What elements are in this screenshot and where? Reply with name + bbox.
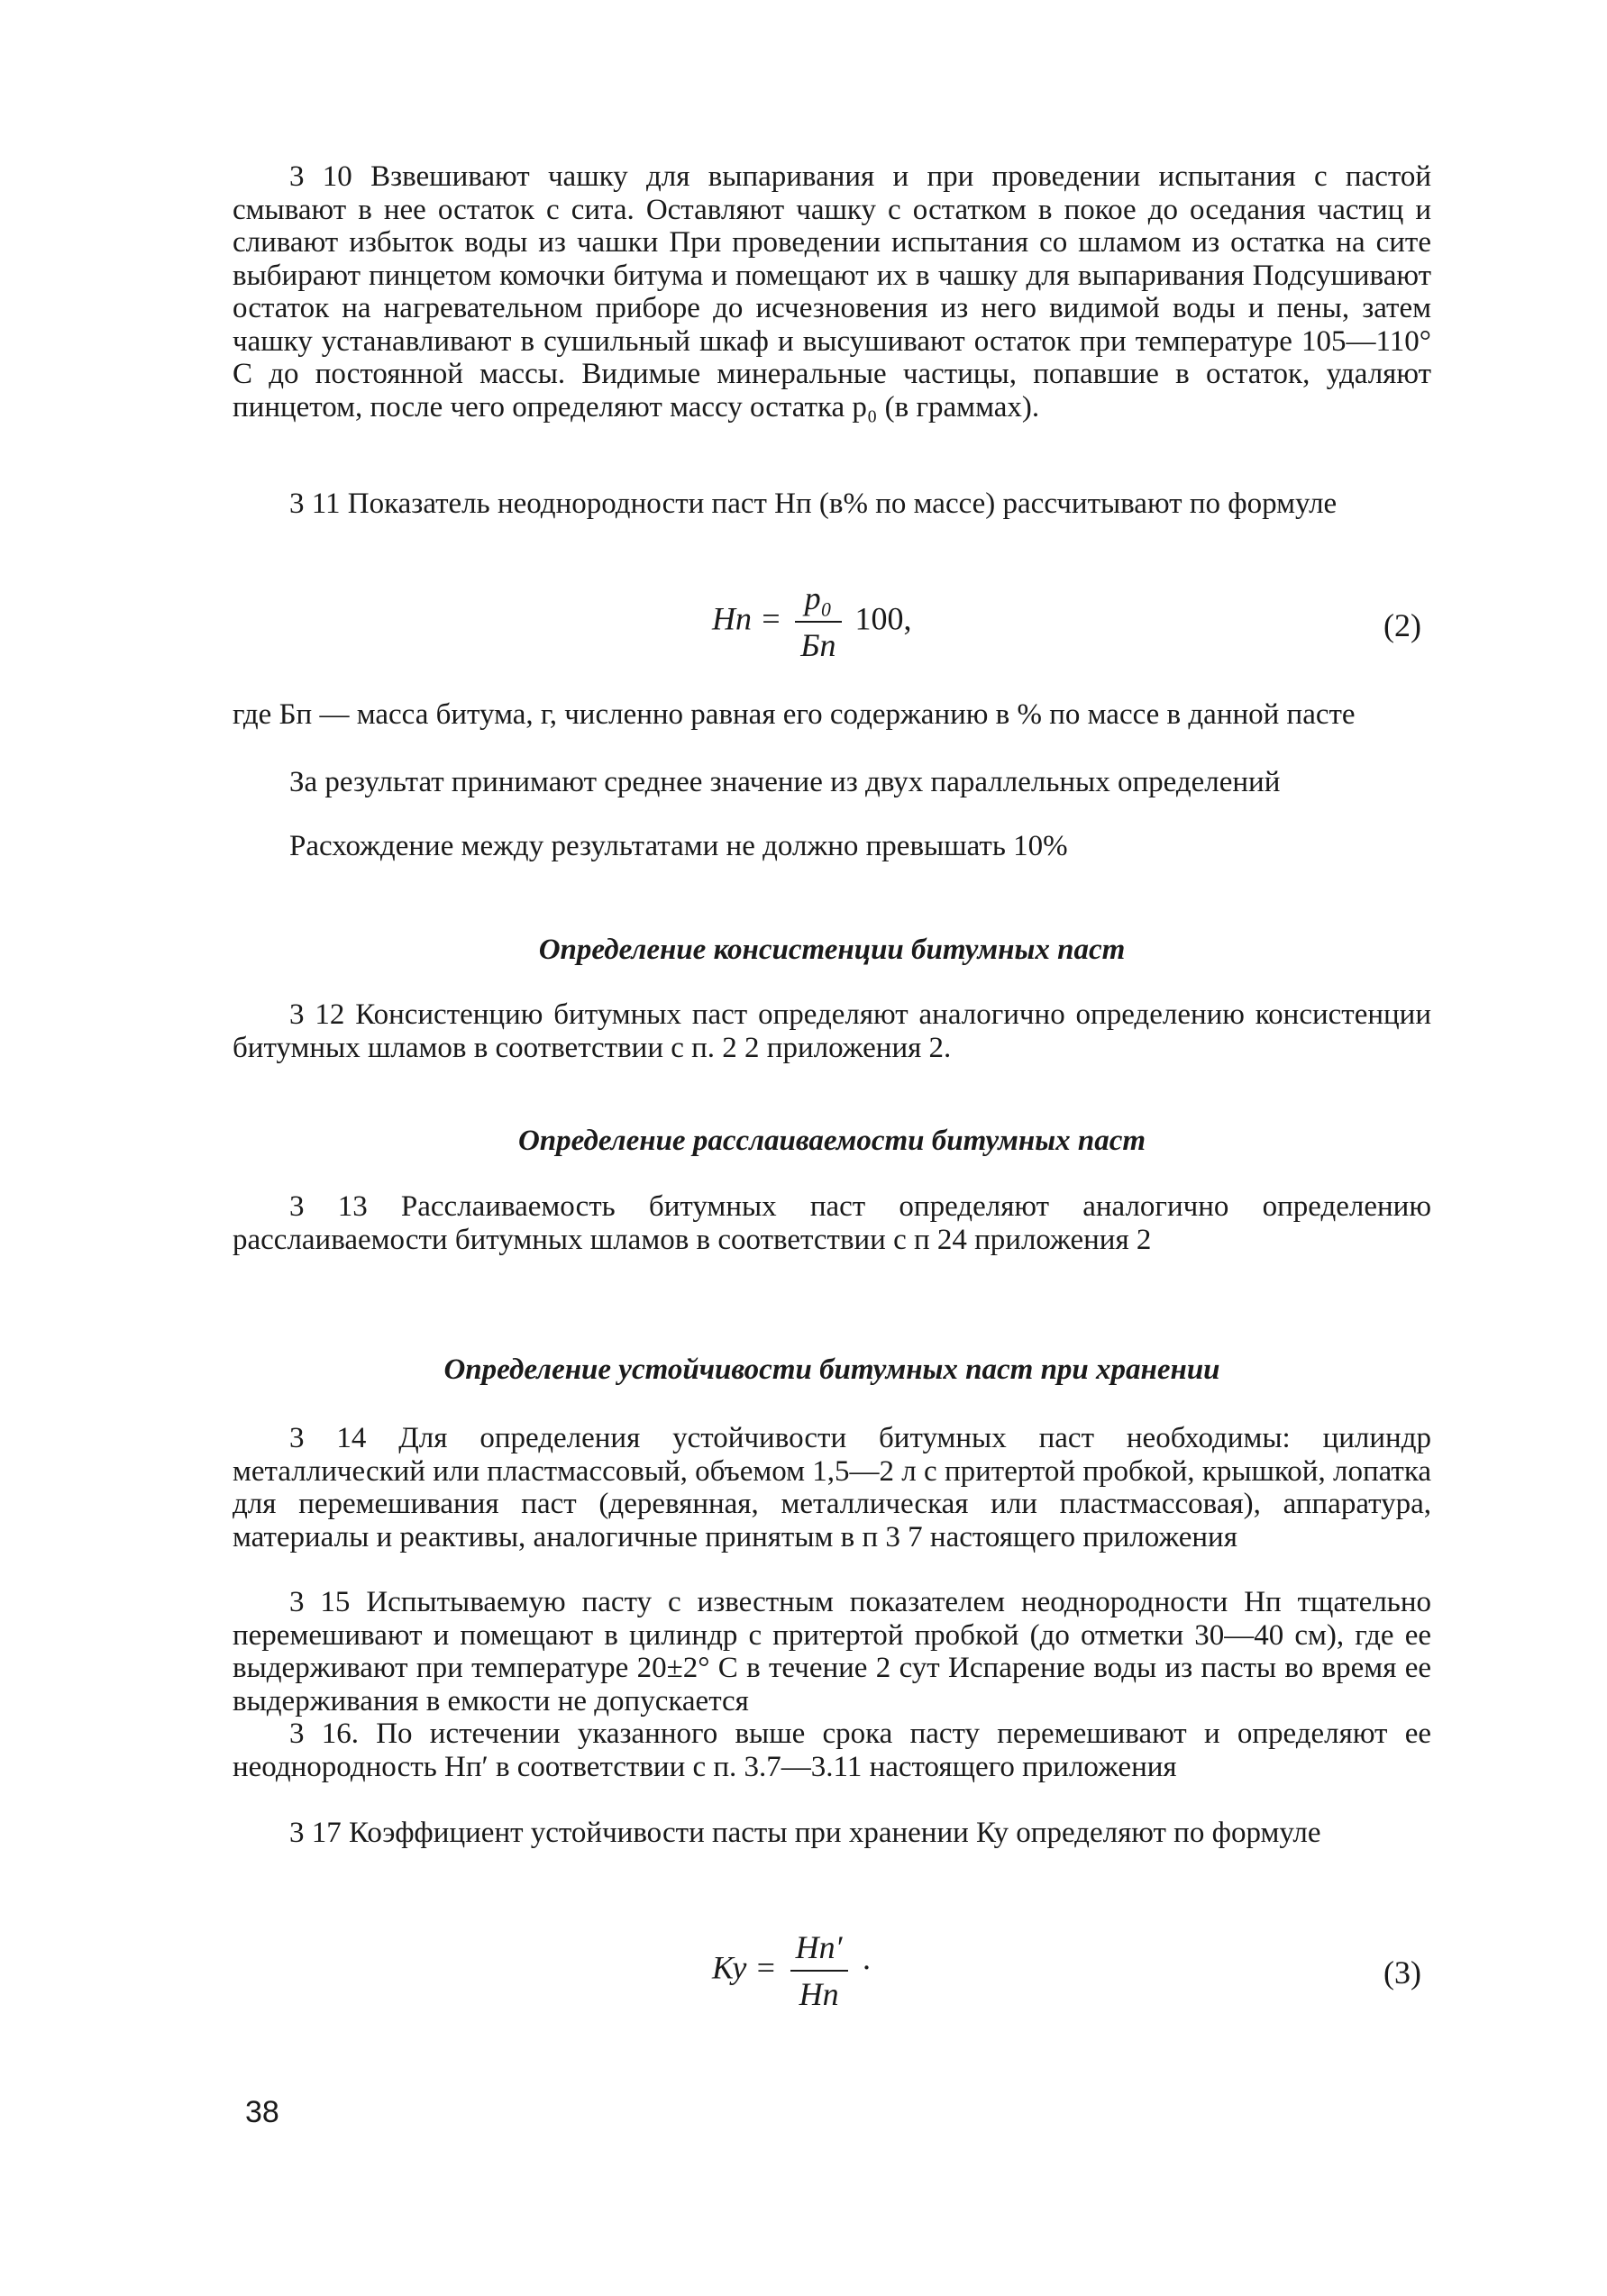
formula-3 (712, 1928, 872, 2013)
paragraph-result: За результат принимают среднее значение из двух параллельных определений (289, 766, 1281, 798)
formula-2-numerator: p₀ (795, 579, 841, 623)
formula-3-denominator: Нп (799, 1976, 839, 2012)
formula-3-fraction (790, 1928, 848, 2013)
formula-3-numerator: Нп′ (790, 1928, 848, 1972)
paragraph-3-10: 3 10 Взвешивают чашку для выпаривания и при проведении испытания с пастой смывают в нее остаток с сита. Оставляют чашку с остатком в покое до оседания частиц и сливают избыток воды из чашки При проведении испытания со шламом из остатка на сите выбирают пинцетом комочки битума и помещают их в чашку для выпаривания Подсушивают остаток на нагревательном приборе до исчезновения из него видимой воды и пены, затем чашку устанавливают в сушильный шкаф и высушивают остаток при температуре 105—110° С до постоянной массы. Видимые минеральные частицы, попавшие в остаток, удаляют пинцетом, после чего определяют массу остатка p₀ (в граммах). (233, 160, 1431, 424)
heading-stratification: Определение расслаиваемости битумных паст (517, 1125, 1146, 1157)
paragraph-where-bp: где Бп — масса битума, г, численно равная его содержанию в % по массе в данной пасте (233, 698, 1356, 731)
formula-3-lhs: Ку = (712, 1949, 777, 1986)
paragraph-3-16: 3 16. По истечении указанного выше срока пасту перемешивают и определяют ее неоднородность Нп′ в соответствии с п. 3.7—3.11 настоящего приложения (233, 1717, 1431, 1783)
formula-2-tail: 100, (854, 600, 912, 637)
paragraph-3-17: 3 17 Коэффициент устойчивости пасты при хранении Ку определяют по формуле (289, 1817, 1321, 1849)
formula-2-fraction (795, 579, 841, 664)
paragraph-3-14: 3 14 Для определения устойчивости битумных паст необходимы: цилиндр металлический или пластмассовый, объемом 1,5—2 л с притертой пробкой, крышкой, лопатка для перемешивания паст (деревянная, металлическая или пластмассовая), аппаратура, материалы и реактивы, аналогичные принятым в п 3 7 настоящего приложения (233, 1422, 1431, 1553)
paragraph-3-12: 3 12 Консистенцию битумных паст определяют аналогично определению консистенции битумных шламов в соответствии с п. 2 2 приложения 2. (233, 998, 1431, 1064)
formula-3-tail: · (861, 1949, 872, 1986)
formula-2-lhs: Нп = (712, 600, 782, 637)
page-number: 38 (245, 2095, 279, 2129)
formula-2 (712, 579, 912, 664)
paragraph-3-11: 3 11 Показатель неоднородности паст Нп (в% по массе) рассчитывают по формуле (289, 487, 1338, 520)
paragraph-discrepancy: Расхождение между результатами не должно превышать 10% (289, 830, 1068, 862)
heading-consistency: Определение консистенции битумных паст (538, 934, 1126, 966)
paragraph-3-15: 3 15 Испытываемую пасту с известным показателем неоднородности Нп тщательно перемешивают и помещают в цилиндр с притертой пробкой (до отметки 30—40 см), где ее выдерживают при температуре 20±2° С в течение 2 сут Испарение воды из пасты во время ее выдерживания в емкости не допускается (233, 1586, 1431, 1717)
equation-number-3: (3) (1383, 1954, 1421, 1991)
heading-stability: Определение устойчивости битумных паст при хранении (443, 1353, 1220, 1386)
equation-number-2: (2) (1383, 607, 1421, 643)
formula-2-denominator: Бп (800, 627, 836, 663)
paragraph-3-13: 3 13 Расслаиваемость битумных паст определяют аналогично определению расслаиваемости битумных шламов в соответствии с п 24 приложения 2 (233, 1190, 1431, 1256)
